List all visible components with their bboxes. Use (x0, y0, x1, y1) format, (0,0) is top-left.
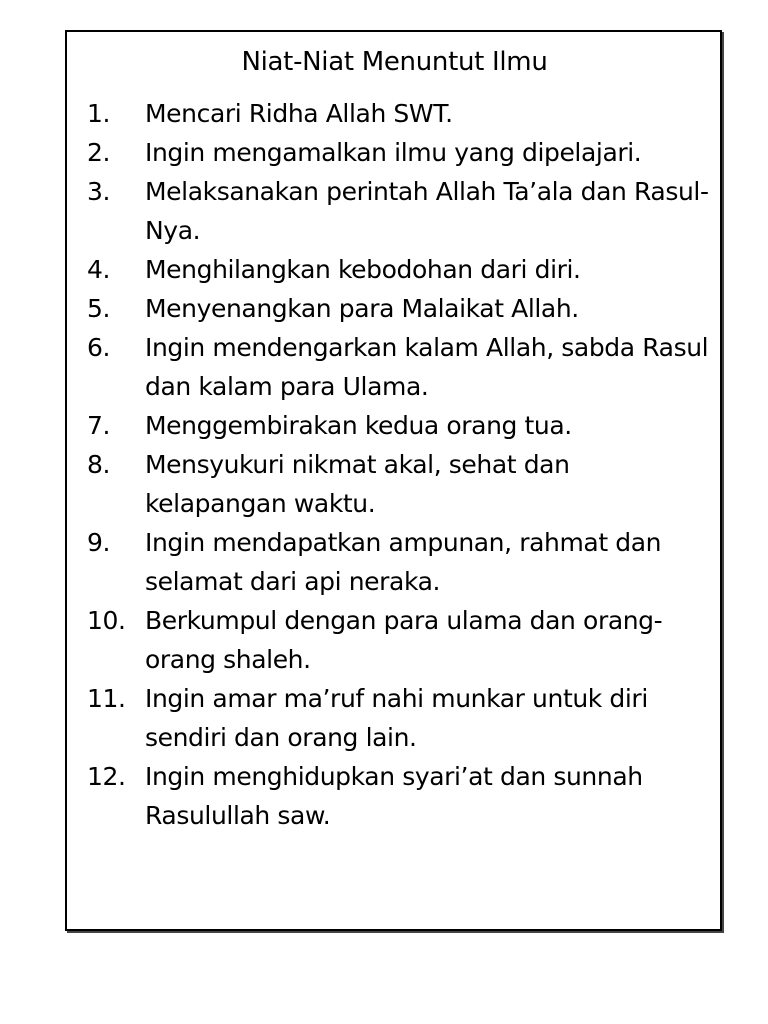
document-title: Niat-Niat Menuntut Ilmu (241, 47, 548, 77)
item-text: Ingin menghidupkan syari’at dan sunnah Rasulullah saw. (145, 762, 643, 830)
list-item-5 (87, 289, 717, 328)
list-item-3 (87, 172, 717, 250)
item-text: Menghilangkan kebodohan dari diri. (145, 255, 581, 284)
item-text: Berkumpul dengan para ulama dan orang-orang shaleh. (145, 606, 663, 674)
item-text: Menggembirakan kedua orang tua. (145, 411, 572, 440)
item-number: 12. (87, 762, 126, 791)
item-text: Ingin amar ma’ruf nahi munkar untuk diri sendiri dan orang lain. (145, 684, 648, 752)
item-number: 6. (87, 333, 111, 362)
item-text: Ingin mendengarkan kalam Allah, sabda Rasul dan kalam para Ulama. (145, 333, 709, 401)
list-item-7 (87, 406, 717, 445)
item-number: 8. (87, 450, 111, 479)
item-number: 9. (87, 528, 111, 557)
document-box (65, 30, 722, 931)
item-number: 7. (87, 411, 111, 440)
item-text: Mensyukuri nikmat akal, sehat dan kelapangan waktu. (145, 450, 570, 518)
item-number: 5. (87, 294, 111, 323)
item-text: Melaksanakan perintah Allah Ta’ala dan Rasul-Nya. (145, 177, 709, 245)
list-item-4 (87, 250, 717, 289)
list-item-12 (87, 757, 717, 835)
item-number: 10. (87, 606, 126, 635)
list-item-8 (87, 445, 717, 523)
item-text: Mencari Ridha Allah SWT. (145, 99, 453, 128)
list-item-6 (87, 328, 717, 406)
list-item-1 (87, 94, 717, 133)
list-item-2 (87, 133, 717, 172)
item-text: Ingin mengamalkan ilmu yang dipelajari. (145, 138, 642, 167)
item-number: 2. (87, 138, 111, 167)
item-number: 11. (87, 684, 126, 713)
item-number: 1. (87, 99, 111, 128)
item-number: 3. (87, 177, 111, 206)
item-number: 4. (87, 255, 111, 284)
list-item-10 (87, 601, 717, 679)
list-item-9 (87, 523, 717, 601)
item-text: Ingin mendapatkan ampunan, rahmat dan selamat dari api neraka. (145, 528, 662, 596)
item-text: Menyenangkan para Malaikat Allah. (145, 294, 579, 323)
niat-list (87, 94, 717, 835)
list-item-11 (87, 679, 717, 757)
